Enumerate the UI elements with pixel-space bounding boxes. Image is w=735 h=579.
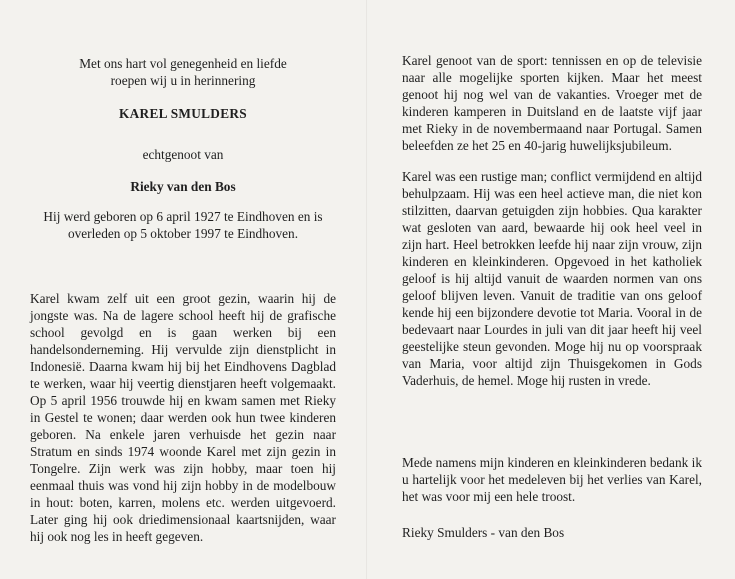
intro-line-1: Met ons hart vol genegenheid en liefde [79,56,287,71]
intro-line-2: roepen wij u in herinnering [110,73,256,88]
biography-text: Karel kwam zelf uit een groot gezin, waarin hij de jongste was. Na de lagere school heeft hij de grafische school gevolgd en is gaan werken bij een handelsonderneming. Hij vervulde zijn dienstplicht in Indonesië. Daarna kwam hij bij het Eindhovens Dagblad te werken, waar hij veertig dienstjaren heeft volgemaakt. Op 5 april 1956 trouwde hij en kwam samen met Rieky in Gestel te wonen; daar werden ook hun twee kinderen geboren. Na enkele jaren verhuisde het gezin naar Stratum en sinds 1974 woonde Karel met zijn gezin in Tongelre. Zijn werk was zijn hobby, maar toen hij eenmaal thuis was vond hij zijn hobby in de modelbouw in hout: boten, karren, molens etc. werden uitgevoerd. Later ging hij ook driedimensionaal kaartsnijden, waar hij ook nog les in heeft gegeven. [30,291,336,544]
spouse-label: echtgenoot van [142,147,224,162]
center-fold [366,0,368,579]
paragraph-thanks: Mede namens mijn kinderen en kleinkinderen bedank ik u hartelijk voor het medeleven bij het verlies van Karel, het was voor mij een hele troost. [402,455,702,504]
spouse-name: Rieky van den Bos [130,179,236,194]
paragraph-sport: Karel genoot van de sport: tennissen en op de televisie naar alle mogelijke sporten kijken. Maar het meest genoot hij nog wel van de vakanties. Vroeger met de kinderen kamperen in Duitsland en de laatste vijf jaar met Rieky in de novembermaand naar Portugal. Samen beleefden ze het 25 en 40-jarig huwelijksjubileum. [402,53,702,153]
life-dates: Hij werd geboren op 6 april 1927 te Eindhoven en is overleden op 5 oktober 1997 te Eindhoven. [43,209,323,241]
paragraph-character: Karel was een rustige man; conflict vermijdend en altijd behulpzaam. Hij was een heel actieve man, die niet kon stilzitten, daarvan getuigden zijn hobbies. Qua karakter wat gesloten van aard, bewaarde hij ook heel veel in zijn hart. Heel betrokken leefde hij naar zijn vrouw, zijn kinderen en kleinkinderen. Opgevoed in het katholiek geloof is hij altijd vanuit de waarden normen van ons geloof blijven leven. Vanuit de traditie van ons geloof kende hij een bijzondere devotie tot Maria. Vooral in de bedevaart naar Lourdes in juli van dit jaar heeft hij veel geestelijke steun gevonden. Moge hij nu op voorspraak van Maria, voor altijd zijn Thuisgekomen in Gods Vaderhuis, de hemel. Moge hij rusten in vrede. [402,169,702,388]
intro [30,55,336,89]
signature: Rieky Smulders - van den Bos [402,525,565,540]
deceased-name: KAREL SMULDERS [119,106,247,121]
